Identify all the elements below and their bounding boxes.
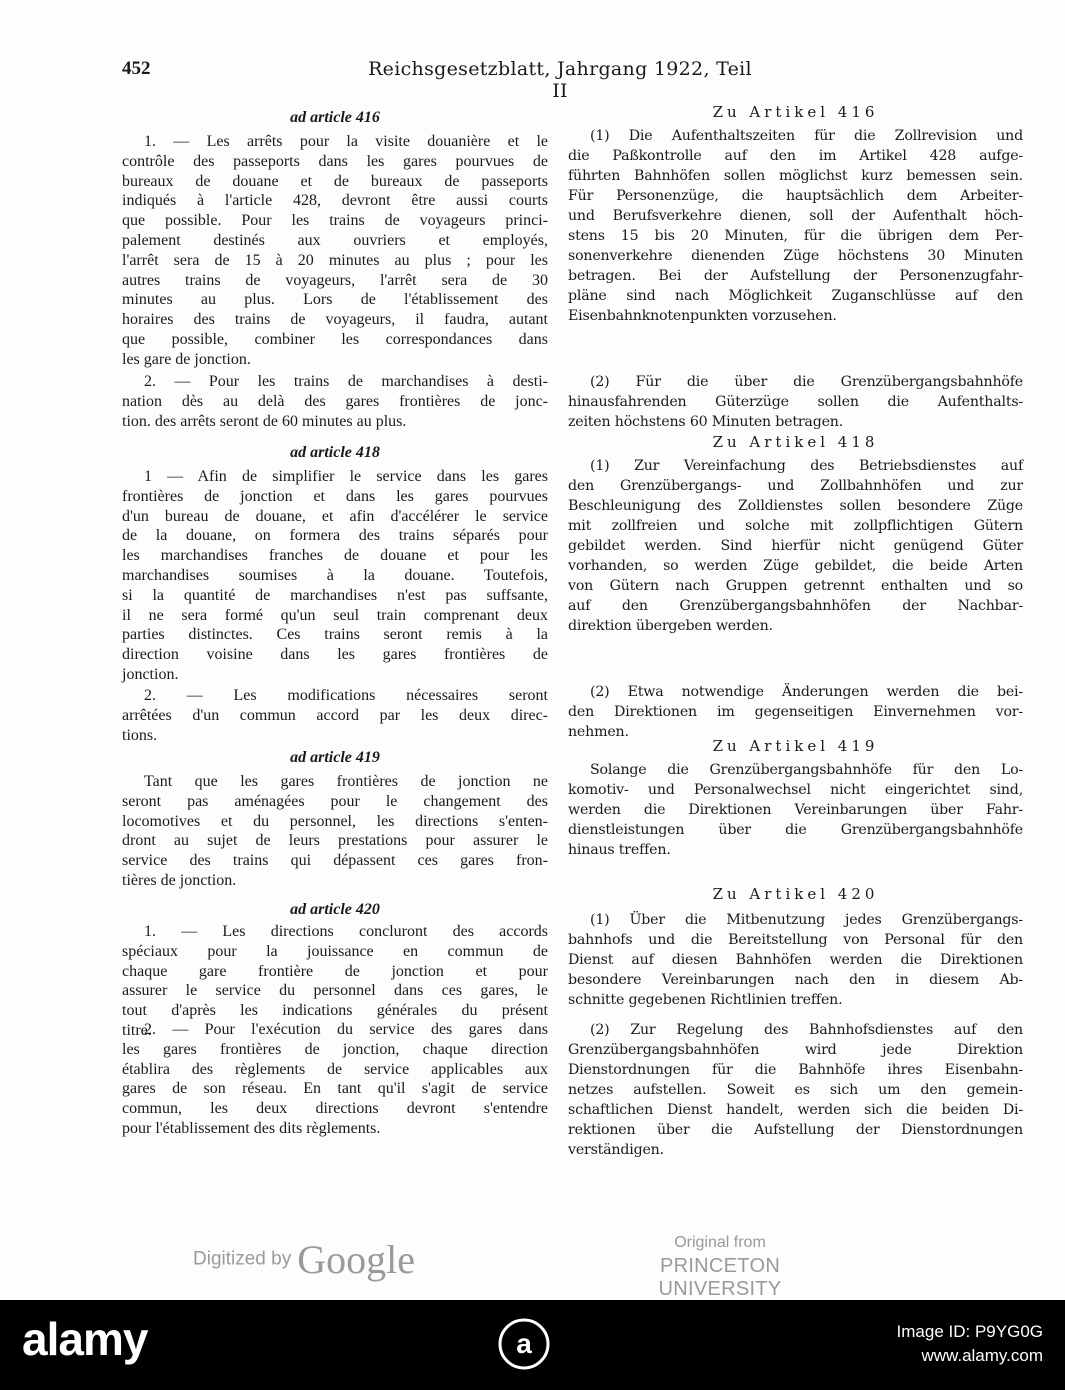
text-line: tions. <box>122 726 158 744</box>
text-line: pour l'établissement des dits règlements. <box>122 1119 381 1137</box>
text-line: (2) Etwa notwendige Änderungen werden die bei- <box>590 684 1023 700</box>
text-line: chaque gare frontière de jonction et pour <box>122 962 548 980</box>
section-heading: Zu Artikel 418 <box>712 433 879 451</box>
text-line: 1. — Les arrêts pour la visite douanière et le <box>144 133 548 150</box>
paragraph <box>122 372 548 431</box>
paragraph <box>122 467 548 685</box>
text-line: führten Bahnhöfen sollen möglichst kurz bemessen sein. <box>568 168 1023 184</box>
text-line: auf den Grenzübergangsbahnhöfen der Nachbar- <box>568 598 1023 614</box>
text-line: tout d'après les indications générales du présent <box>122 1002 548 1020</box>
section-heading: ad article 416 <box>290 109 380 126</box>
text-line: indiqués à l'article 428, devront être aussi courts <box>122 192 548 210</box>
text-line: von Gütern nach Gruppen getrennt enthalten und so <box>568 578 1023 594</box>
section-heading: Zu Artikel 416 <box>712 103 879 121</box>
paragraph <box>568 910 1023 1010</box>
paragraph <box>568 372 1023 432</box>
text-line: direktion übergeben werden. <box>568 618 773 634</box>
section-heading: ad article 420 <box>290 901 380 918</box>
page-number: 452 <box>122 58 151 79</box>
text-line: stens 15 bis 20 Minuten, für die übrigen dem Per- <box>568 228 1023 244</box>
section-heading: ad article 419 <box>290 749 380 766</box>
text-line: marchandises soumises à la douane. Toutefois, <box>122 566 548 584</box>
paragraph <box>122 1020 548 1139</box>
text-line: frontières de jonction et dans les gares pourvues <box>122 487 548 505</box>
text-line: d'un bureau de douane, et afin d'accélérer le service <box>122 507 548 525</box>
paragraph <box>568 682 1023 742</box>
section-heading: ad article 418 <box>290 444 380 461</box>
text-line: nation dès au delà des gares frontières de jonc- <box>122 392 548 410</box>
paragraph <box>568 760 1023 860</box>
paragraph <box>568 456 1023 636</box>
text-line: den Direktionen im gegenseitigen Einvernehmen vor- <box>568 704 1023 720</box>
text-line: jonction. <box>122 665 179 683</box>
alamy-footer-bar <box>0 1300 1065 1390</box>
text-line: dront au sujet de leurs prestations pour assurer le <box>122 832 548 850</box>
original-from-watermark <box>600 1234 840 1301</box>
text-line: Solange die Grenzübergangsbahnhöfe für den Lo- <box>590 762 1023 778</box>
text-line: hinausfahrenden Güterzüge sollen die Aufenthalts- <box>568 394 1023 410</box>
text-line: tières de jonction. <box>122 871 237 889</box>
text-line: verständigen. <box>568 1142 664 1158</box>
text-line: seront pas aménagées pour le changement des <box>122 792 548 810</box>
text-line: commun, les deux directions devront s'entendre <box>122 1100 548 1118</box>
text-line: bureaux de douane et de bureaux de passeports <box>122 172 548 190</box>
text-line: hinaus treffen. <box>568 842 671 858</box>
text-line: schnitte gegebenen Richtlinien treffen. <box>568 992 843 1008</box>
alamy-a-icon <box>498 1318 550 1370</box>
text-line: (2) Für die über die Grenzübergangsbahnhöfe <box>590 374 1023 390</box>
paragraph <box>122 772 548 891</box>
text-line: netzes aufstellen. Soweit es sich um den gemein- <box>568 1082 1023 1098</box>
text-line: gares de son réseau. En tant qu'il s'agit de service <box>122 1080 548 1098</box>
text-line: les marchandises franches de douane et pour les <box>122 547 548 565</box>
section-heading: Zu Artikel 419 <box>712 737 879 755</box>
text-line: werden die Direktionen Vereinbarungen über Fahr- <box>568 802 1023 818</box>
digitized-by-label: Digitized by <box>193 1248 292 1270</box>
text-line: titre. <box>122 1021 152 1039</box>
text-line: l'arrêt sera de 15 à 20 minutes au plus ; pour les <box>122 251 548 269</box>
text-line: Dienst auf diesen Bahnhöfen werden die Direktionen <box>568 952 1023 968</box>
text-line: les gare de jonction. <box>122 350 251 368</box>
running-title: Reichsgesetzblatt, Jahrgang 1922, Teil II <box>368 58 752 102</box>
paragraph <box>122 132 548 370</box>
text-line: dienstleistungen über die Grenzübergangsbahnhöfe <box>568 822 1023 838</box>
text-line: schaftlichen Dienst handelt, werden sich die beiden Di- <box>568 1102 1023 1118</box>
text-line: (1) Über die Mitbenutzung jedes Grenzübergangs- <box>590 912 1023 928</box>
text-line: 2. — Les modifications nécessaires seront <box>144 687 548 704</box>
text-line: établira des règlements de service applicables aux <box>122 1060 548 1078</box>
text-line: tion. des arrêts seront de 60 minutes au plus. <box>122 412 407 430</box>
text-line: Für Personenzüge, die hauptsächlich dem Arbeiter- <box>568 188 1023 204</box>
text-line: mit zollfreien und solche mit zollpflichtigen Gütern <box>568 518 1023 534</box>
text-line: gebildet werden. Sind hierfür nicht genügend Güter <box>568 538 1023 554</box>
text-line: les gares frontières de jonction, chaque direction <box>122 1040 548 1058</box>
text-line: die Paßkontrolle auf den im Artikel 428 aufge- <box>568 148 1023 164</box>
text-line: sonenverkehre dienenden Züge höchstens 30 Minuten <box>568 248 1023 264</box>
svg-text:a: a <box>516 1328 532 1359</box>
text-line: que possible, combiner les correspondances dans <box>122 330 548 348</box>
alamy-logo: alamy <box>22 1313 148 1365</box>
text-line: rektionen über die Aufstellung der Dienstordnungen <box>568 1122 1023 1138</box>
text-line: (1) Zur Vereinfachung des Betriebsdienstes auf <box>590 458 1023 474</box>
institution-label: PRINCETON UNIVERSITY <box>658 1255 782 1300</box>
text-line: arrêtées d'un commun accord par les deux direc- <box>122 706 548 724</box>
text-line: nehmen. <box>568 724 629 740</box>
digitized-by-google-watermark <box>193 1236 415 1283</box>
text-line: 2. — Pour l'exécution du service des gares dans <box>144 1021 548 1038</box>
text-line: Grenzübergangsbahnhöfen wird jede Direktion <box>568 1042 1023 1058</box>
text-line: 1. — Les directions concluront des accords <box>144 923 548 940</box>
alamy-url: www.alamy.com <box>921 1346 1043 1365</box>
text-line: bahnhofs und die Bereitstellung von Personal für den <box>568 932 1023 948</box>
text-line: il ne sera formé qu'un seul train comprenant deux <box>122 606 548 624</box>
original-from-label: Original from <box>674 1234 766 1251</box>
text-line: 1 — Afin de simplifier le service dans les gares <box>144 468 548 485</box>
paragraph <box>568 1020 1023 1160</box>
text-line: 2. — Pour les trains de marchandises à desti- <box>144 373 548 390</box>
text-line: si la quantité de marchandises n'est pas suffsante, <box>122 586 548 604</box>
section-heading: Zu Artikel 420 <box>712 885 879 903</box>
text-line: horaires des trains de voyageurs, il faudra, autant <box>122 311 548 329</box>
text-line: vorhanden, so werden Züge gebildet, die beide Arten <box>568 558 1023 574</box>
text-line: que possible. Pour les trains de voyageurs princi- <box>122 212 548 230</box>
text-line: de la douane, on formera des trains séparés pour <box>122 527 548 545</box>
text-line: betragen. Bei der Aufstellung der Personenzugfahr- <box>568 268 1023 284</box>
text-line: besondere Vereinbarungen nach den in diesem Ab- <box>568 972 1023 988</box>
text-line: pläne sind nach Möglichkeit Zuganschlüsse auf den <box>568 288 1023 304</box>
paragraph <box>568 126 1023 326</box>
text-line: und Berufsverkehre dienen, soll der Aufenthalt höch- <box>568 208 1023 224</box>
text-line: palement destinés aux ouvriers et employés, <box>122 231 548 249</box>
text-line: den Grenzübergangs- und Zollbahnhöfen und zur <box>568 478 1023 494</box>
text-line: (1) Die Aufenthaltszeiten für die Zollrevision und <box>590 128 1023 144</box>
text-line: autres trains de voyageurs, l'arrêt sera de 30 <box>122 271 548 289</box>
paragraph <box>122 686 548 745</box>
text-line: contrôle des passeports dans les gares pourvues de <box>122 152 548 170</box>
text-line: Tant que les gares frontières de jonction ne <box>144 773 548 790</box>
text-line: Beschleunigung des Zolldienstes sollen besondere Züge <box>568 498 1023 514</box>
text-line: Eisenbahnknotenpunkten vorzusehen. <box>568 308 837 324</box>
image-info <box>897 1320 1043 1368</box>
text-line: spéciaux pour la jouissance en commun de <box>122 942 548 960</box>
text-line: zeiten höchstens 60 Minuten betragen. <box>568 414 844 430</box>
text-line: (2) Zur Regelung des Bahnhofsdienstes auf den <box>590 1022 1023 1038</box>
text-line: Dienstordnungen für die Bahnhöfe ihres Eisenbahn- <box>568 1062 1023 1078</box>
text-line: komotiv- und Personalwechsel nicht eingerichtet sind, <box>568 782 1023 798</box>
google-logo: Google <box>297 1237 415 1282</box>
text-line: locomotives et du personnel, les directions s'enten- <box>122 812 548 830</box>
text-line: assurer le service du personnel dans ces gares, le <box>122 982 548 1000</box>
text-line: direction voisine dans les gares frontières de <box>122 646 548 664</box>
text-line: service des trains qui dépassent ces gares fron- <box>122 852 548 870</box>
text-line: parties distinctes. Ces trains seront remis à la <box>122 626 548 644</box>
text-line: minutes au plus. Lors de l'établissement des <box>122 291 548 309</box>
image-id: Image ID: P9YG0G <box>896 1322 1043 1341</box>
